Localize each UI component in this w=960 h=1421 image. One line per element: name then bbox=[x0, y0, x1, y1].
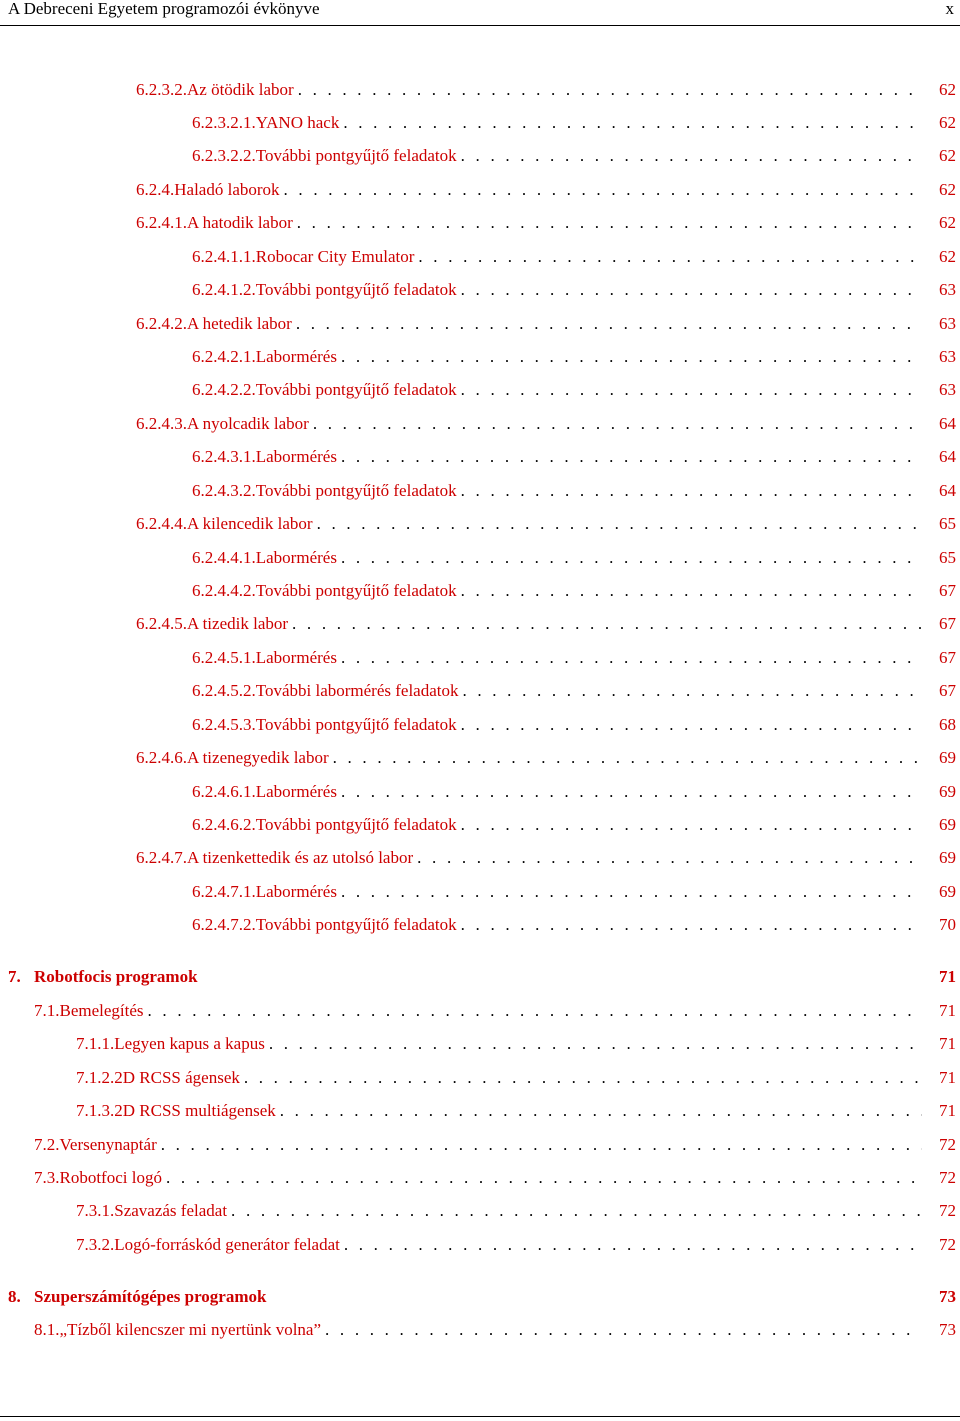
toc-entry-link[interactable]: Labormérés bbox=[255, 347, 337, 366]
dot-leader bbox=[461, 145, 922, 167]
toc-page-number[interactable]: 69 bbox=[939, 848, 956, 867]
toc-entry-link[interactable]: „Tízből kilencszer mi nyertünk volna” bbox=[59, 1320, 322, 1339]
dot-leader bbox=[462, 680, 922, 702]
toc-page-number[interactable]: 73 bbox=[939, 1320, 956, 1339]
toc-page-number[interactable]: 63 bbox=[939, 314, 956, 333]
dot-leader bbox=[161, 1134, 922, 1156]
toc-page-number[interactable]: 69 bbox=[939, 882, 956, 901]
toc-entry-number: 6.2.4.5. bbox=[136, 614, 187, 633]
dot-leader bbox=[341, 446, 922, 468]
dot-leader bbox=[284, 179, 922, 201]
toc-page-number[interactable]: 63 bbox=[939, 280, 956, 299]
toc-entry-number: 6.2.4.3. bbox=[136, 414, 187, 433]
toc-entry-number: 8.1. bbox=[34, 1320, 60, 1339]
toc-page-number[interactable]: 67 bbox=[939, 614, 956, 633]
toc-entry-link[interactable]: Bemelegítés bbox=[59, 1001, 144, 1020]
toc-page-number[interactable]: 72 bbox=[939, 1201, 956, 1220]
toc-page-number[interactable]: 62 bbox=[939, 146, 956, 165]
dot-leader bbox=[341, 547, 922, 569]
page-header bbox=[0, 0, 960, 30]
toc-entry-link[interactable]: További pontgyűjtő feladatok bbox=[255, 280, 457, 299]
toc-entry[interactable] bbox=[136, 212, 956, 234]
toc-page-number[interactable]: 67 bbox=[939, 581, 956, 600]
dot-leader bbox=[461, 914, 922, 936]
toc-entry[interactable] bbox=[76, 1067, 956, 1089]
toc-entry-number: 7.1.1. bbox=[76, 1034, 115, 1053]
toc-page-number[interactable]: 69 bbox=[939, 748, 956, 767]
dot-leader bbox=[461, 379, 922, 401]
toc-entry-link[interactable]: A tizenegyedik labor bbox=[187, 748, 329, 767]
toc-entry[interactable] bbox=[192, 914, 956, 936]
toc-entry[interactable] bbox=[136, 847, 956, 869]
dot-leader bbox=[344, 1234, 922, 1256]
page-title: A Debreceni Egyetem programozói évkönyve bbox=[8, 0, 320, 18]
toc-entry-number: 6.2.4.7.2. bbox=[192, 915, 256, 934]
toc-entry-number: 7. bbox=[8, 967, 21, 986]
toc-entry[interactable] bbox=[76, 1100, 956, 1122]
toc-entry[interactable] bbox=[34, 1167, 956, 1189]
toc-entry-link[interactable]: Versenynaptár bbox=[59, 1135, 157, 1154]
dot-leader bbox=[461, 580, 922, 602]
toc-entry[interactable] bbox=[192, 881, 956, 903]
toc-entry[interactable] bbox=[76, 1200, 956, 1222]
toc-entry-link[interactable]: További labormérés feladatok bbox=[255, 681, 459, 700]
toc-page-number[interactable]: 69 bbox=[939, 782, 956, 801]
toc-entry-link[interactable]: További pontgyűjtő feladatok bbox=[255, 380, 457, 399]
toc-entry-number: 6.2.4.6.1. bbox=[192, 782, 256, 801]
toc-entry[interactable] bbox=[192, 446, 956, 468]
toc-entry-link[interactable]: Szavazás feladat bbox=[114, 1201, 228, 1220]
toc-page-number[interactable]: 69 bbox=[939, 815, 956, 834]
toc-entry-number: 7.3.2. bbox=[76, 1235, 115, 1254]
toc-page-number[interactable]: 68 bbox=[939, 715, 956, 734]
toc-entry[interactable] bbox=[136, 179, 956, 201]
toc-entry-number: 6.2.4.6.2. bbox=[192, 815, 256, 834]
toc-entry[interactable] bbox=[192, 814, 956, 836]
toc-entry[interactable] bbox=[136, 613, 956, 635]
toc-page-number[interactable]: 65 bbox=[939, 548, 956, 567]
toc-page-number[interactable]: 62 bbox=[939, 113, 956, 132]
toc-entry-number: 7.3.1. bbox=[76, 1201, 115, 1220]
toc-entry-link[interactable]: A nyolcadik labor bbox=[187, 414, 309, 433]
dot-leader bbox=[280, 1100, 922, 1122]
toc-page-number[interactable]: 62 bbox=[939, 213, 956, 232]
dot-leader bbox=[333, 747, 922, 769]
toc-entry-number: 6.2.4.7. bbox=[136, 848, 187, 867]
toc-entry-number: 6.2.4.2. bbox=[136, 314, 187, 333]
toc-entry-link[interactable]: További pontgyűjtő feladatok bbox=[255, 581, 457, 600]
toc-entry-link[interactable]: További pontgyűjtő feladatok bbox=[255, 915, 457, 934]
toc-entry-link[interactable]: Logó-forráskód generátor feladat bbox=[114, 1235, 340, 1254]
toc-entry[interactable] bbox=[76, 1234, 956, 1256]
toc-entry-link[interactable]: Robotfocis programok bbox=[34, 967, 198, 986]
toc-entry-number: 7.2. bbox=[34, 1135, 60, 1154]
toc-entry-number: 6.2.4.2.1. bbox=[192, 347, 256, 366]
toc-page-number[interactable]: 71 bbox=[939, 967, 956, 986]
dot-leader bbox=[317, 513, 922, 535]
toc-page-number[interactable]: 64 bbox=[939, 447, 956, 466]
toc-entry-number: 6.2.3.2.1. bbox=[192, 113, 256, 132]
toc-page-number[interactable]: 71 bbox=[939, 1068, 956, 1087]
toc-page-number[interactable]: 62 bbox=[939, 80, 956, 99]
toc-entry-number: 6.2.4.1.1. bbox=[192, 247, 256, 266]
toc-page-number[interactable]: 72 bbox=[939, 1135, 956, 1154]
toc-entry[interactable] bbox=[192, 480, 956, 502]
toc-entry-number: 6.2.4.5.3. bbox=[192, 715, 256, 734]
toc-page-number[interactable]: 64 bbox=[939, 414, 956, 433]
toc-entry-number: 6.2.4.4.2. bbox=[192, 581, 256, 600]
dot-leader bbox=[341, 647, 922, 669]
toc-entry-link[interactable]: Szuperszámítógépes programok bbox=[34, 1287, 267, 1306]
dot-leader bbox=[296, 313, 922, 335]
dot-leader bbox=[461, 814, 922, 836]
toc-entry[interactable] bbox=[76, 1033, 956, 1055]
toc-entry-link[interactable]: 2D RCSS ágensek bbox=[114, 1068, 240, 1087]
toc-entry-number: 6.2.4. bbox=[136, 180, 175, 199]
toc-page-number[interactable]: 71 bbox=[939, 1001, 956, 1020]
toc-page-number[interactable]: 72 bbox=[939, 1168, 956, 1187]
toc-entry[interactable] bbox=[192, 714, 956, 736]
toc-entry[interactable] bbox=[34, 1319, 956, 1341]
toc-entry-link[interactable]: Haladó laborok bbox=[174, 180, 280, 199]
toc-entry-number: 6.2.4.5.1. bbox=[192, 648, 256, 667]
toc-entry-number: 6.2.4.4.1. bbox=[192, 548, 256, 567]
toc-entry[interactable] bbox=[136, 513, 956, 535]
toc-entry-link[interactable]: Robotfoci logó bbox=[59, 1168, 162, 1187]
toc-entry-link[interactable]: A hetedik labor bbox=[187, 314, 292, 333]
toc-entry[interactable] bbox=[192, 781, 956, 803]
toc-entry[interactable] bbox=[136, 747, 956, 769]
dot-leader bbox=[341, 346, 922, 368]
toc-entry-link[interactable]: Az ötödik labor bbox=[187, 80, 294, 99]
toc-page-number[interactable]: 72 bbox=[939, 1235, 956, 1254]
dot-leader bbox=[292, 613, 922, 635]
toc-chapter[interactable] bbox=[8, 1286, 956, 1308]
dot-leader bbox=[269, 1033, 922, 1055]
toc-entry-link[interactable]: Labormérés bbox=[255, 882, 337, 901]
toc-entry-number: 6.2.4.6. bbox=[136, 748, 187, 767]
toc-entry[interactable] bbox=[34, 1134, 956, 1156]
toc-entry[interactable] bbox=[192, 547, 956, 569]
toc-entry-link[interactable]: A kilencedik labor bbox=[187, 514, 313, 533]
toc-page-number[interactable]: 71 bbox=[939, 1101, 956, 1120]
toc-page-number[interactable]: 67 bbox=[939, 648, 956, 667]
dot-leader bbox=[231, 1200, 922, 1222]
toc-entry-number: 6.2.4.1. bbox=[136, 213, 187, 232]
toc-entry-number: 6.2.4.4. bbox=[136, 514, 187, 533]
toc-entry-number: 6.2.3.2. bbox=[136, 80, 187, 99]
dot-leader bbox=[166, 1167, 922, 1189]
dot-leader bbox=[244, 1067, 922, 1089]
toc-entry[interactable] bbox=[192, 680, 956, 702]
toc-entry-link[interactable]: További pontgyűjtő feladatok bbox=[255, 481, 457, 500]
toc-entry-link[interactable]: További pontgyűjtő feladatok bbox=[255, 715, 457, 734]
toc-entry-link[interactable]: Labormérés bbox=[255, 447, 337, 466]
toc-entry-number: 6.2.4.2.2. bbox=[192, 380, 256, 399]
toc-entry-link[interactable]: Labormérés bbox=[255, 548, 337, 567]
toc-entry[interactable] bbox=[192, 145, 956, 167]
toc-page-number[interactable]: 67 bbox=[939, 681, 956, 700]
toc-entry-link[interactable]: Robocar City Emulator bbox=[255, 247, 415, 266]
toc-entry-number: 7.1.2. bbox=[76, 1068, 115, 1087]
toc-entry[interactable] bbox=[136, 313, 956, 335]
toc-chapter[interactable] bbox=[8, 966, 956, 988]
toc-page-number[interactable]: 65 bbox=[939, 514, 956, 533]
toc-entry-number: 7.1. bbox=[34, 1001, 60, 1020]
toc-entry-number: 6.2.4.7.1. bbox=[192, 882, 256, 901]
toc-entry-number: 7.3. bbox=[34, 1168, 60, 1187]
toc-entry-link[interactable]: A tizedik labor bbox=[187, 614, 289, 633]
dot-leader bbox=[341, 881, 922, 903]
toc-entry-link[interactable]: YANO hack bbox=[255, 113, 340, 132]
footer-rule bbox=[0, 1416, 960, 1417]
toc-entry-link[interactable]: További pontgyűjtő feladatok bbox=[255, 815, 457, 834]
toc-entry-number: 6.2.3.2.2. bbox=[192, 146, 256, 165]
toc-page-number[interactable]: 71 bbox=[939, 1034, 956, 1053]
toc-entry[interactable] bbox=[192, 246, 956, 268]
toc-page-number[interactable]: 63 bbox=[939, 347, 956, 366]
toc-entry[interactable] bbox=[192, 379, 956, 401]
toc-page-number[interactable]: 73 bbox=[939, 1287, 956, 1306]
toc-page-number[interactable]: 70 bbox=[939, 915, 956, 934]
toc-entry-number: 8. bbox=[8, 1287, 21, 1306]
dot-leader bbox=[418, 246, 922, 268]
toc-entry-link[interactable]: Labormérés bbox=[255, 782, 337, 801]
toc-entry-number: 6.2.4.1.2. bbox=[192, 280, 256, 299]
toc-entry-number: 6.2.4.3.1. bbox=[192, 447, 256, 466]
close-button[interactable]: x bbox=[945, 0, 954, 18]
dot-leader bbox=[298, 79, 922, 101]
toc-entry[interactable] bbox=[136, 79, 956, 101]
toc-entry-number: 7.1.3. bbox=[76, 1101, 115, 1120]
dot-leader bbox=[325, 1319, 922, 1341]
toc-entry[interactable] bbox=[192, 647, 956, 669]
dot-leader bbox=[461, 714, 922, 736]
toc-entry[interactable] bbox=[192, 112, 956, 134]
toc-entry-number: 6.2.4.3.2. bbox=[192, 481, 256, 500]
dot-leader bbox=[343, 112, 922, 134]
dot-leader bbox=[148, 1000, 922, 1022]
toc-entry[interactable] bbox=[136, 413, 956, 435]
dot-leader bbox=[417, 847, 922, 869]
dot-leader bbox=[461, 480, 922, 502]
toc-entry-link[interactable]: A tizenkettedik és az utolsó labor bbox=[187, 848, 414, 867]
toc-entry-link[interactable]: Labormérés bbox=[255, 648, 337, 667]
dot-leader bbox=[297, 212, 922, 234]
toc-entry-link[interactable]: További pontgyűjtő feladatok bbox=[255, 146, 457, 165]
toc-entry[interactable] bbox=[192, 279, 956, 301]
toc-page-number[interactable]: 62 bbox=[939, 180, 956, 199]
toc-page-number[interactable]: 63 bbox=[939, 380, 956, 399]
dot-leader bbox=[461, 279, 922, 301]
dot-leader bbox=[341, 781, 922, 803]
toc-entry-number: 6.2.4.5.2. bbox=[192, 681, 256, 700]
toc-entry-link[interactable]: Legyen kapus a kapus bbox=[114, 1034, 265, 1053]
toc-entry-link[interactable]: 2D RCSS multiágensek bbox=[114, 1101, 276, 1120]
toc-page-number[interactable]: 64 bbox=[939, 481, 956, 500]
header-rule bbox=[0, 25, 960, 26]
toc-page-number[interactable]: 62 bbox=[939, 247, 956, 266]
toc-entry[interactable] bbox=[192, 346, 956, 368]
toc-entry[interactable] bbox=[192, 580, 956, 602]
dot-leader bbox=[313, 413, 922, 435]
toc-entry-link[interactable]: A hatodik labor bbox=[187, 213, 293, 232]
toc-entry[interactable] bbox=[34, 1000, 956, 1022]
